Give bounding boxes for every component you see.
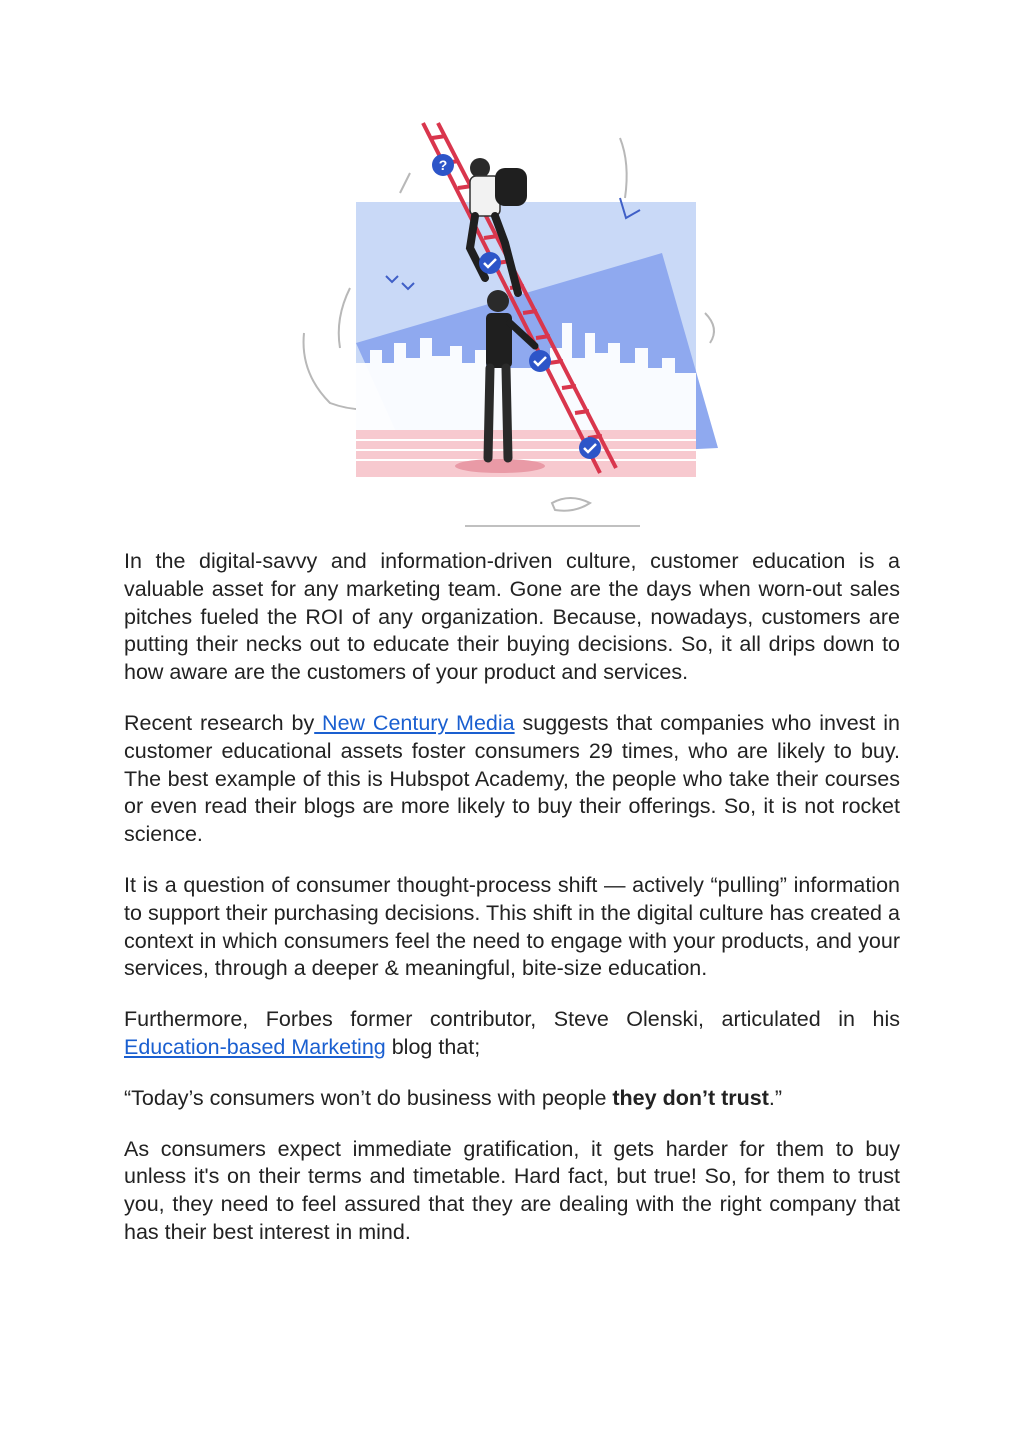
article-body [124, 548, 900, 1270]
question-mark-badge-icon [432, 154, 454, 176]
quote-lead: “Today’s consumers won’t do business with people [124, 1085, 613, 1110]
svg-text:?: ? [438, 157, 448, 173]
checkmark-badge-icon [479, 252, 501, 274]
checkmark-badge-icon [529, 350, 551, 372]
paragraph-research-lead: Recent research by [124, 710, 315, 735]
paragraph-research [124, 710, 900, 849]
education-based-marketing-link[interactable]: Education-based Marketing [124, 1034, 386, 1059]
paragraph-intro: In the digital-savvy and information-driven culture, customer education is a valuable asset for any marketing team. Gone are the days when worn-out sales pitches fueled the ROI of any organization. Because, nowadays, customers are putting their necks out to educate their buying decisions. So, it all drips down to how aware are the customers of your product and services. [124, 549, 900, 685]
paragraph-forbes-rest: blog that; [385, 1034, 481, 1059]
new-century-media-link[interactable]: New Century Media [314, 710, 515, 735]
paragraph-gratification: As consumers expect immediate gratification, it gets harder for them to buy unless it's on their terms and timetable. Hard fact, but true! So, for them to trust you, they need to feel assured that they are dealing with the right company that has their best interest in mind. [124, 1136, 900, 1244]
paragraph-forbes-lead: Furthermore, Forbes former contributor, Steve Olenski, articulated in his [124, 1007, 900, 1032]
hero-illustration [290, 118, 740, 533]
checkmark-badge-icon [579, 437, 601, 459]
paragraph-thought-process: It is a question of consumer thought-process shift — actively “pulling” information to support their purchasing decisions. This shift in the digital culture has created a context in which consumers feel the need to engage with your products, and your services, through a deeper & meaningful, bite-size education. [124, 872, 900, 981]
quote-end: .” [768, 1085, 782, 1110]
paragraph-research-rest: suggests that companies who invest in customer educational assets foster consumers 29 times, who are likely to buy. The best example of this is Hubspot Academy, the people who take their courses or even read their blogs are more likely to buy their offerings. So, it is not rocket science. [124, 710, 900, 847]
quote [124, 1085, 900, 1113]
paragraph-forbes [124, 1006, 900, 1062]
quote-emphasis: they don’t trust [612, 1085, 769, 1110]
